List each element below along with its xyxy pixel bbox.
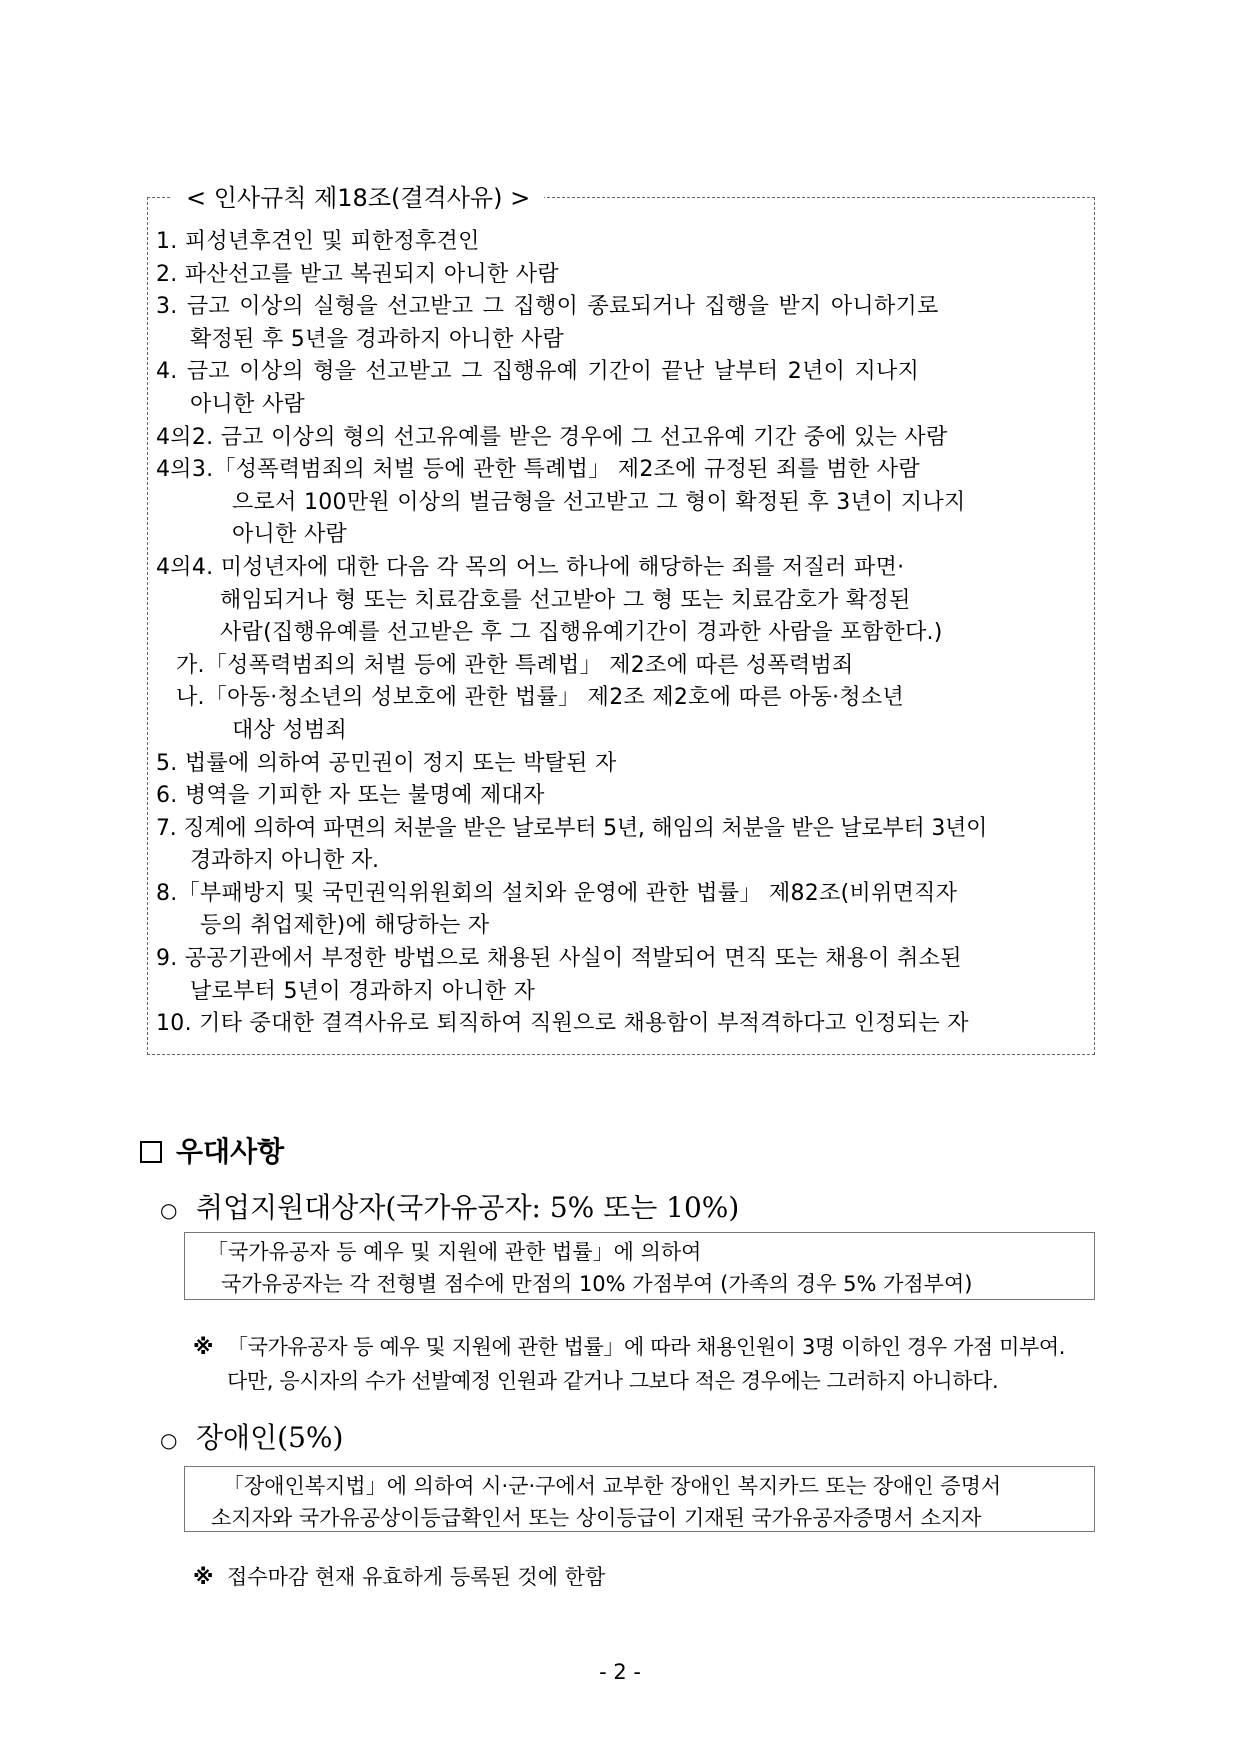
list-line: 2. 파산선고를 받고 복권되지 아니한 사람 [156, 261, 559, 287]
veterans-title: 취업지원대상자(국가유공자: 5% 또는 10%) [196, 1191, 740, 1224]
list-line: 나.「아동·청소년의 성보호에 관한 법률」 제2조 제2호에 따른 아동·청소년 [176, 685, 905, 711]
list-line: 1. 피성년후견인 및 피한정후견인 [156, 229, 480, 254]
veterans-note-line: 다만, 응시자의 수가 선발예정 인원과 같거나 그보다 적은 경우에는 그러하지 아니하다. [227, 1369, 999, 1393]
preference-heading [140, 1134, 284, 1170]
list-line: 4. 금고 이상의 형을 선고받고 그 집행유예 기간이 끝난 날부터 2년이 지나지 [156, 359, 920, 385]
circle-bullet-icon: ○ [160, 1198, 178, 1222]
list-item [156, 552, 1086, 650]
disabled-note [193, 1560, 605, 1594]
list-line: 등의 취업제한)에 해당하는 자 [200, 913, 490, 939]
list-line: 아니한 사람 [232, 522, 348, 548]
list-item [156, 1008, 1086, 1041]
veterans-heading [160, 1190, 739, 1228]
list-line: 으로서 100만원 이상의 벌금형을 선고받고 그 형이 확정된 후 3년이 지나지 [232, 489, 966, 515]
reference-mark-icon: ※ [193, 1565, 214, 1589]
list-item [156, 454, 1086, 552]
circle-bullet-icon: ○ [160, 1428, 178, 1452]
disabled-note-text: 접수마감 현재 유효하게 등록된 것에 한함 [227, 1565, 606, 1589]
preference-heading-text: 우대사항 [176, 1135, 285, 1168]
page-number: - 2 - [599, 1660, 641, 1684]
veterans-note [193, 1330, 1065, 1398]
list-item [156, 780, 1086, 813]
disabled-title: 장애인(5%) [196, 1421, 344, 1454]
list-line: 6. 병역을 기피한 자 또는 불명예 제대자 [156, 783, 545, 809]
list-item [156, 422, 1086, 455]
list-line: 8.「부패방지 및 국민권익위원회의 설치와 운영에 관한 법률」 제82조(비위면직자 [156, 880, 958, 906]
list-line: 9. 공공기관에서 부정한 방법으로 채용된 사실이 적발되어 면직 또는 채용이 취소된 [156, 946, 962, 972]
list-item [156, 943, 1086, 1008]
list-line: 사람(집행유예를 선고받은 후 그 집행유예기간이 경과한 사람을 포함한다.) [220, 620, 943, 646]
veterans-info-line: 국가유공자는 각 전형별 점수에 만점의 10% 가점부여 (가족의 경우 5% 가점부여) [221, 1272, 973, 1296]
list-line: 날로부터 5년이 경과하지 아니한 자 [190, 978, 536, 1004]
list-item [156, 226, 1086, 259]
list-line: 4의2. 금고 이상의 형의 선고유예를 받은 경우에 그 선고유예 기간 중에 있는 사람 [156, 424, 948, 450]
list-item [156, 650, 1086, 683]
list-line: 확정된 후 5년을 경과하지 아니한 사람 [190, 326, 565, 352]
disabled-heading [160, 1420, 343, 1458]
list-item [156, 356, 1086, 421]
disqualification-title: < 인사규칙 제18조(결격사유) > [172, 183, 544, 213]
list-line: 10. 기타 중대한 결격사유로 퇴직하여 직원으로 채용함이 부적격하다고 인정되는 자 [156, 1011, 969, 1037]
disabled-info-box [184, 1466, 1095, 1532]
veterans-note-line: 「국가유공자 등 예우 및 지원에 관한 법률」에 따라 채용인원이 3명 이하인 경우 가점 미부여. [227, 1335, 1066, 1359]
list-item [156, 878, 1086, 943]
veterans-info-box [184, 1232, 1095, 1300]
disabled-info-line: 소지자와 국가유공상이등급확인서 또는 상이등급이 기재된 국가유공자증명서 소지자 [211, 1506, 982, 1530]
reference-mark-icon: ※ [193, 1335, 214, 1359]
list-item [156, 291, 1086, 356]
list-item [156, 813, 1086, 878]
disabled-info-line: 「장애인복지법」에 의하여 시·군·구에서 교부한 장애인 복지카드 또는 장애인 증명서 [223, 1474, 1002, 1498]
veterans-info-line: 「국가유공자 등 예우 및 지원에 관한 법률」에 의하여 [207, 1240, 702, 1264]
list-item [156, 259, 1086, 292]
list-line: 해임되거나 형 또는 치료감호를 선고받아 그 형 또는 치료감호가 확정된 [220, 587, 911, 613]
disqualification-list [156, 226, 1086, 1041]
list-line: 5. 법률에 의하여 공민권이 정지 또는 박탈된 자 [156, 750, 617, 776]
list-line: 가.「성폭력범죄의 처벌 등에 관한 특례법」 제2조에 따른 성폭력범죄 [176, 652, 854, 678]
list-item [156, 682, 1086, 747]
list-line: 3. 금고 이상의 실형을 선고받고 그 집행이 종료되거나 집행을 받지 아니하기로 [156, 294, 939, 320]
list-line: 경과하지 아니한 자. [190, 848, 379, 874]
checkbox-icon [140, 1141, 162, 1163]
list-line: 아니한 사람 [190, 391, 306, 417]
list-line: 대상 성범죄 [232, 717, 348, 743]
list-line: 4의4. 미성년자에 대한 다음 각 목의 어느 하나에 해당하는 죄를 저질러 파면· [156, 554, 905, 580]
list-line: 4의3.「성폭력범죄의 처벌 등에 관한 특례법」 제2조에 규정된 죄를 범한 사람 [156, 457, 920, 483]
list-item [156, 748, 1086, 781]
list-line: 7. 징계에 의하여 파면의 처분을 받은 날로부터 5년, 해임의 처분을 받은 날로부터 3년이 [156, 815, 988, 841]
